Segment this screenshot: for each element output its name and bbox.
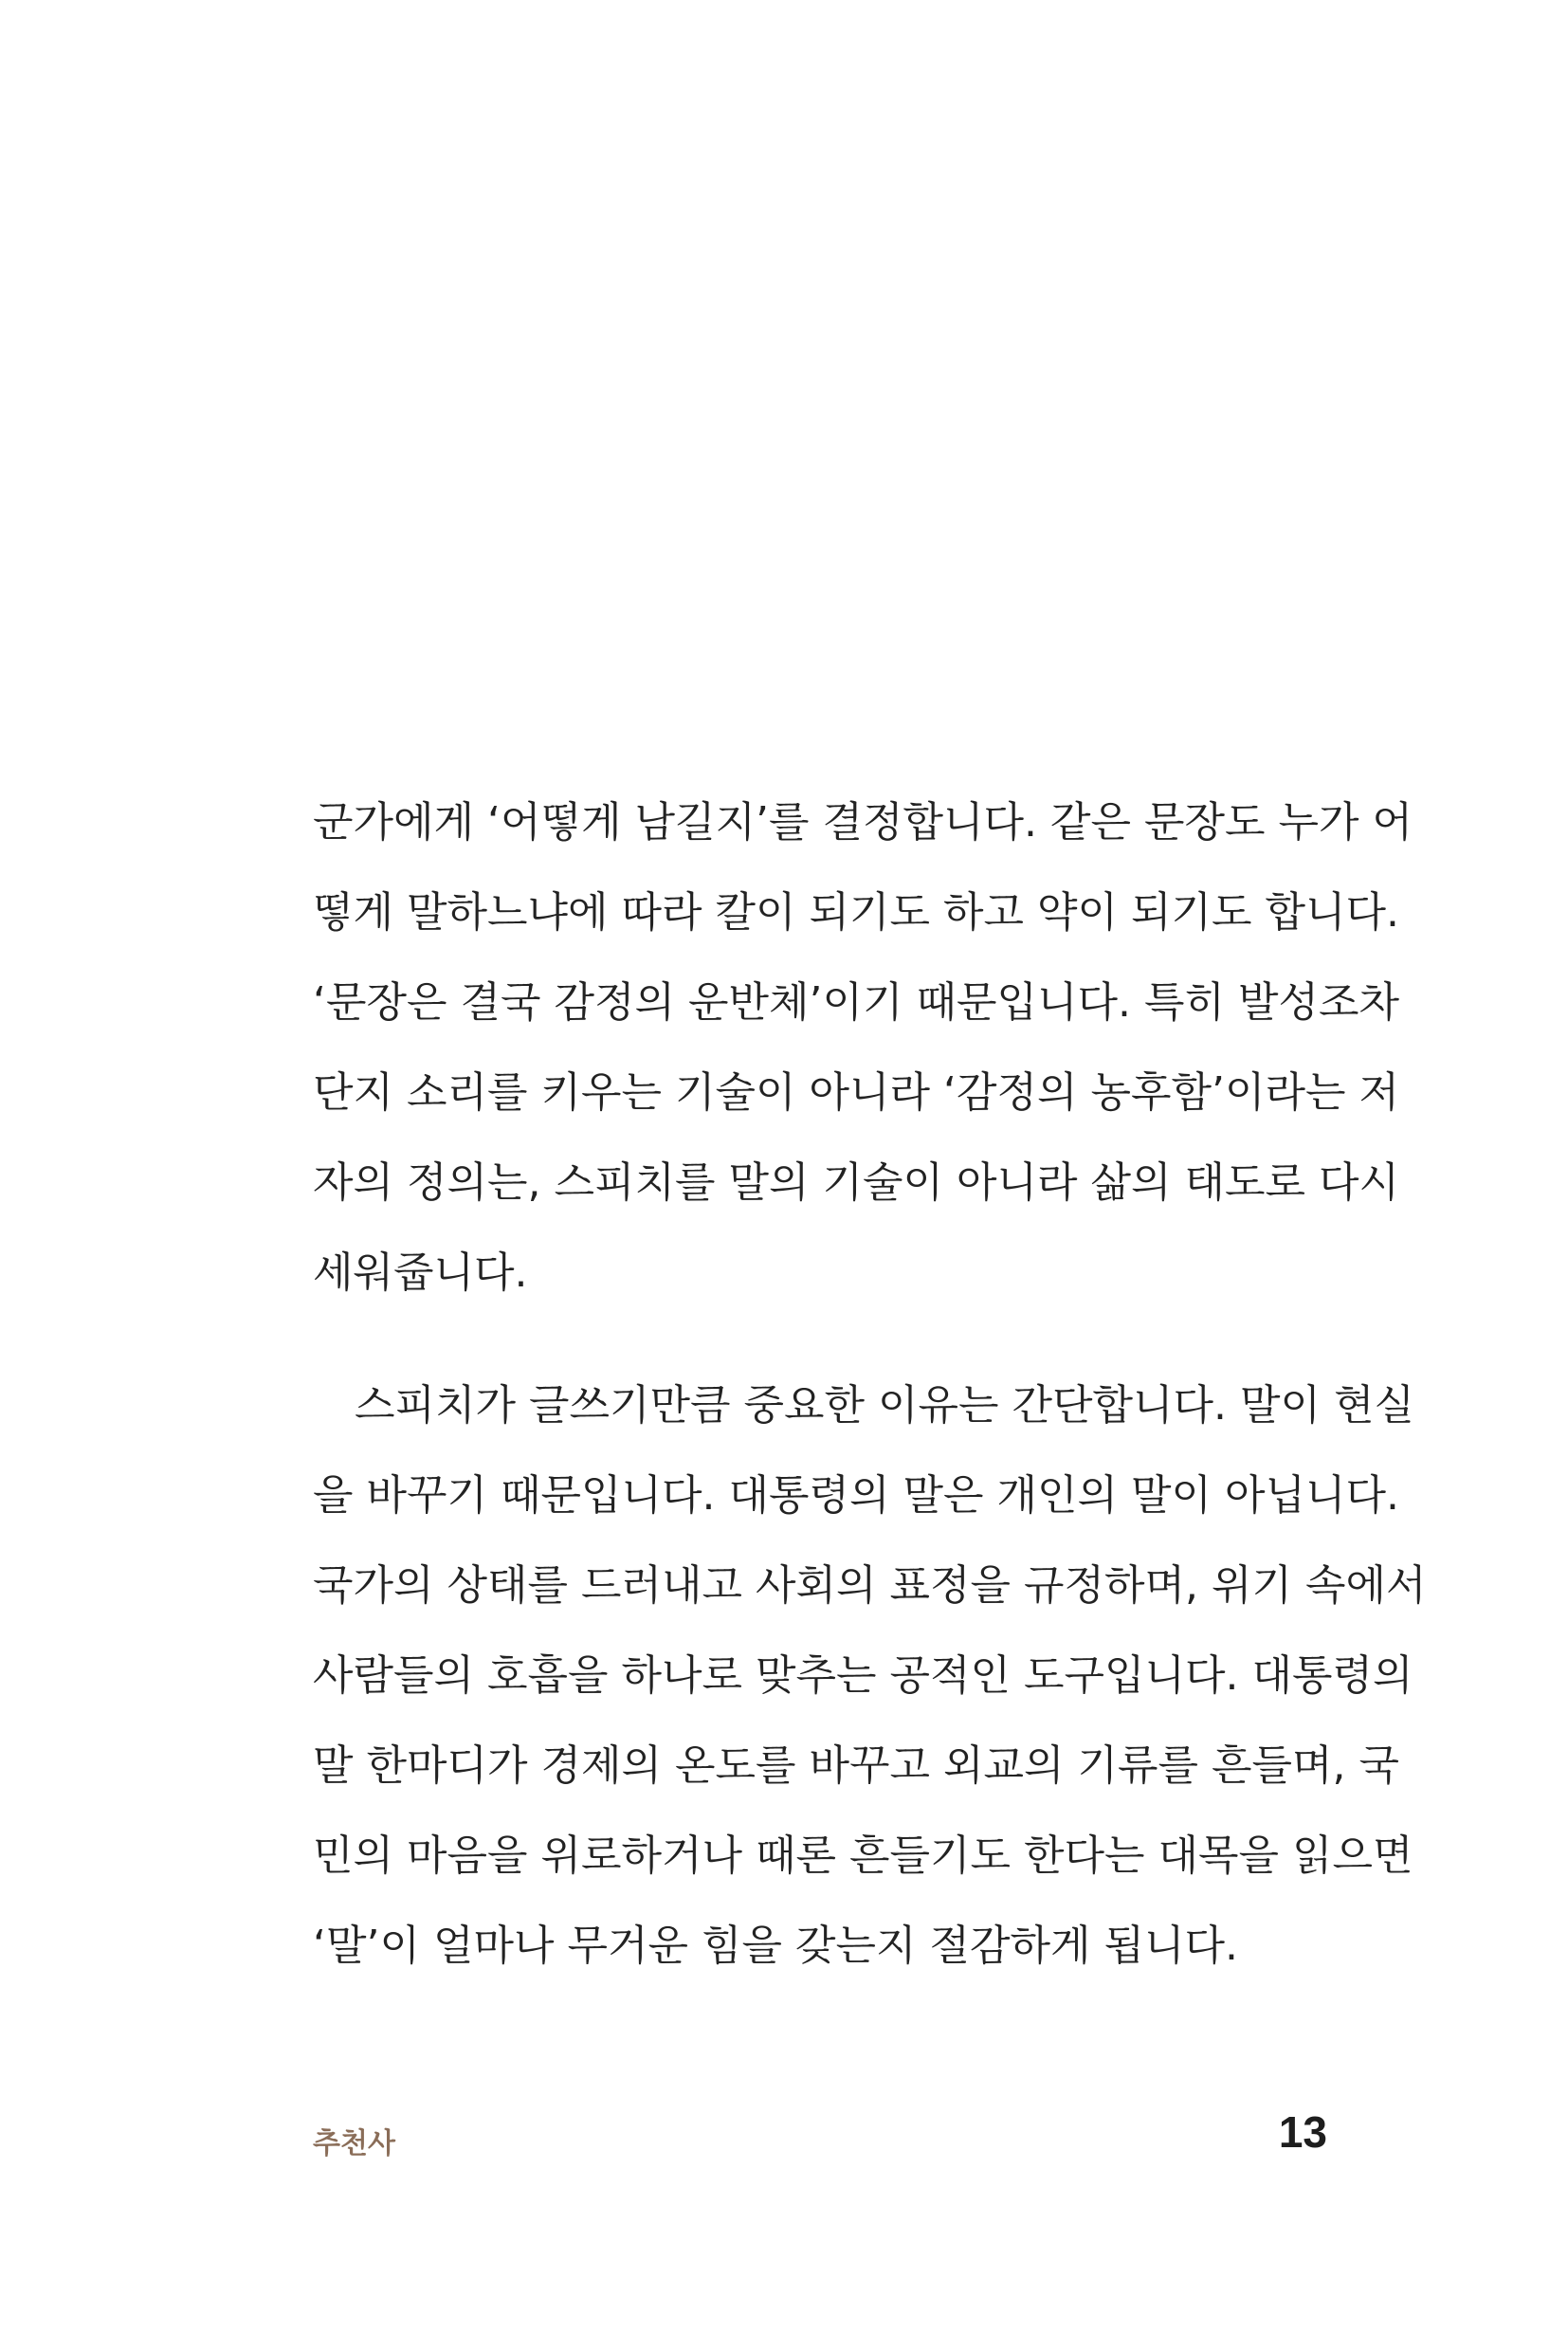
- text-line: 자의 정의는, 스피치를 말의 기술이 아니라 삶의 태도로 다시: [313, 1158, 1399, 1207]
- text-line: ‘말’이 얼마나 무거운 힘을 갖는지 절감하게 됩니다.: [313, 1922, 1238, 1970]
- text-line: 말 한마디가 경제의 온도를 바꾸고 외교의 기류를 흔들며, 국: [313, 1741, 1399, 1790]
- text-line: 스피치가 글쓰기만큼 중요한 이유는 간단합니다. 말이 현실: [355, 1381, 1414, 1430]
- paragraph-1: [313, 777, 1413, 1318]
- text-line: 떻게 말하느냐에 따라 칼이 되기도 하고 약이 되기도 합니다.: [313, 888, 1399, 937]
- footer-section-title: 추천사: [313, 2127, 395, 2160]
- text-line: 세워줍니다.: [313, 1248, 528, 1297]
- page-number: 13: [1278, 2107, 1327, 2157]
- text-line: ‘문장은 결국 감정의 운반체’이기 때문입니다. 특히 발성조차: [313, 978, 1399, 1027]
- text-line: 단지 소리를 키우는 기술이 아니라 ‘감정의 농후함’이라는 저: [313, 1068, 1399, 1117]
- text-line: 사람들의 호흡을 하나로 맞추는 공적인 도구입니다. 대통령의: [313, 1651, 1413, 1700]
- text-line: 을 바꾸기 때문입니다. 대통령의 말은 개인의 말이 아닙니다.: [313, 1471, 1399, 1520]
- text-line: 국가의 상태를 드러내고 사회의 표정을 규정하며, 위기 속에서: [313, 1561, 1427, 1610]
- text-line: 군가에게 ‘어떻게 남길지’를 결정합니다. 같은 문장도 누가 어: [313, 798, 1413, 847]
- paragraph-2: [313, 1360, 1427, 1991]
- text-line: 민의 마음을 위로하거나 때론 흔들기도 한다는 대목을 읽으면: [313, 1832, 1413, 1880]
